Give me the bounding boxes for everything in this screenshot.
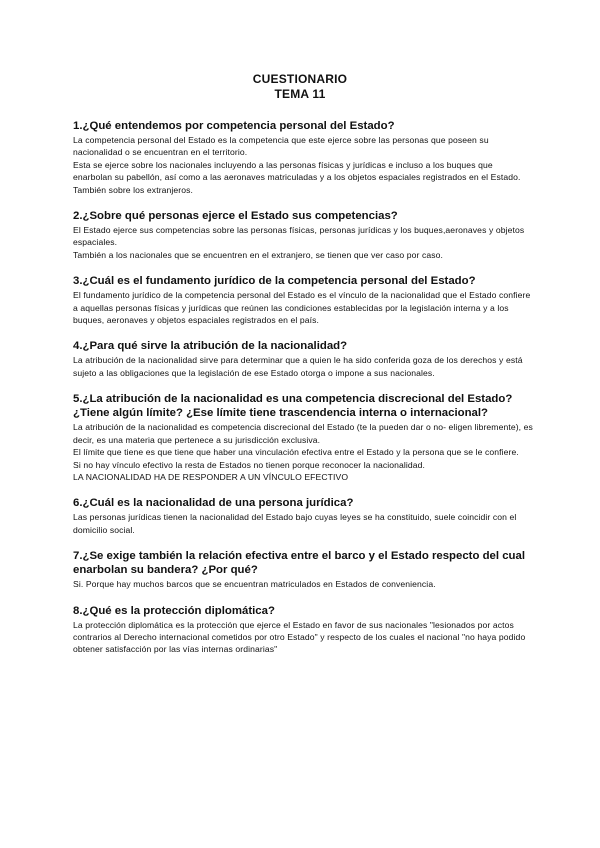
answer-paragraph: La competencia personal del Estado es la competencia que este ejerce sobre las personas que poseen su nacionalidad o se encuentran en el territorio.	[73, 135, 489, 158]
question-title: 8.¿Qué es la protección diplomática?	[73, 604, 275, 617]
document-subtitle: TEMA 11	[274, 87, 326, 101]
question-5	[73, 392, 533, 483]
answer-paragraph: LA NACIONALIDAD HA DE RESPONDER A UN VÍNCULO EFECTIVO	[73, 471, 349, 482]
question-title: 7.¿Se exige también la relación efectiva entre el barco y el Estado respecto del cual enarbolan su bandera? ¿Por qué?	[73, 550, 526, 577]
answer-paragraph: También a los nacionales que se encuentren en el extranjero, se tienen que ver caso por caso.	[73, 249, 443, 260]
question-title: 3.¿Cuál es el fundamento jurídico de la competencia personal del Estado?	[73, 275, 476, 288]
answer-body	[73, 511, 533, 536]
question-4	[73, 339, 533, 379]
question-7	[73, 549, 533, 590]
questions-list	[73, 119, 533, 669]
answer-body	[73, 134, 533, 196]
answer-body	[73, 578, 533, 590]
answer-body	[73, 619, 533, 656]
document-title: CUESTIONARIO	[252, 72, 348, 86]
answer-body	[73, 224, 533, 261]
question-title: 2.¿Sobre qué personas ejerce el Estado sus competencias?	[73, 210, 398, 223]
answer-paragraph: Esta se ejerce sobre los nacionales incluyendo a las personas físicas y jurídicas e incluso a los buques que enarbolan su pabellón, así como a las aeronaves matriculadas y a los objetos espaciales registrados en el Estado.	[73, 159, 521, 183]
answer-paragraph: Si. Porque hay muchos barcos que se encuentran matriculados en Estados de conveniencia.	[73, 579, 436, 590]
question-title: 6.¿Cuál es la nacionalidad de una persona jurídica?	[73, 497, 354, 510]
question-8	[73, 604, 533, 656]
question-2	[73, 209, 533, 261]
question-1	[73, 119, 533, 196]
answer-paragraph: Las personas jurídicas tienen la nacionalidad del Estado bajo cuyas leyes se ha constituido, suele coincidir con el domicilio social.	[73, 512, 517, 535]
answer-paragraph: La atribución de la nacionalidad sirve para determinar que a quien le ha sido conferida goza de los derechos y está sujeto a las obligaciones que la legislación de ese Estado otorga o impone a sus nacionales.	[73, 355, 523, 378]
question-3	[73, 274, 533, 326]
answer-paragraph: También sobre los extranjeros.	[73, 184, 194, 195]
answer-body	[73, 421, 533, 483]
question-title: 5.¿La atribución de la nacionalidad es una competencia discrecional del Estado? ¿Tiene algún límite? ¿Ese límite tiene trascendencia interna o internacional?	[73, 393, 513, 420]
answer-paragraph: El fundamento jurídico de la competencia personal del Estado es el vínculo de la nacionalidad que el Estado confiere a aquellas personas físicas y jurídicas que reúnen las condiciones establecidas por la legislación interna y a los buques, aeronaves y objetos espaciales registrados en el país.	[73, 290, 531, 326]
answer-body	[73, 289, 533, 326]
answer-paragraph: El Estado ejerce sus competencias sobre las personas físicas, personas jurídicas y los buques,aeronaves y objetos espaciales.	[73, 225, 525, 248]
question-title: 4.¿Para qué sirve la atribución de la nacionalidad?	[73, 340, 348, 353]
answer-paragraph: La atribución de la nacionalidad es competencia discrecional del Estado (te la pueden dar o no- eligen libremente), es decir, es una materia que pertenece a su jurisdicción exclusiva.	[73, 422, 533, 445]
answer-body	[73, 354, 533, 379]
question-title: 1.¿Qué entendemos por competencia personal del Estado?	[73, 120, 395, 132]
answer-paragraph: La protección diplomática es la protección que ejerce el Estado en favor de sus nacionales "lesionados por actos contrarios al Derecho internacional cometidos por otro Estado" y respecto de los cuales el nacional "no haya podido obtener satisfacción por las vías internas ordinarias"	[73, 619, 526, 655]
question-6	[73, 496, 533, 536]
answer-paragraph: Si no hay vínculo efectivo la resta de Estados no tienen porque reconocer la nacionalidad.	[73, 459, 426, 470]
answer-paragraph: El límite que tiene es que tiene que haber una vinculación efectiva entre el Estado y la persona que se le confiere.	[73, 447, 519, 458]
